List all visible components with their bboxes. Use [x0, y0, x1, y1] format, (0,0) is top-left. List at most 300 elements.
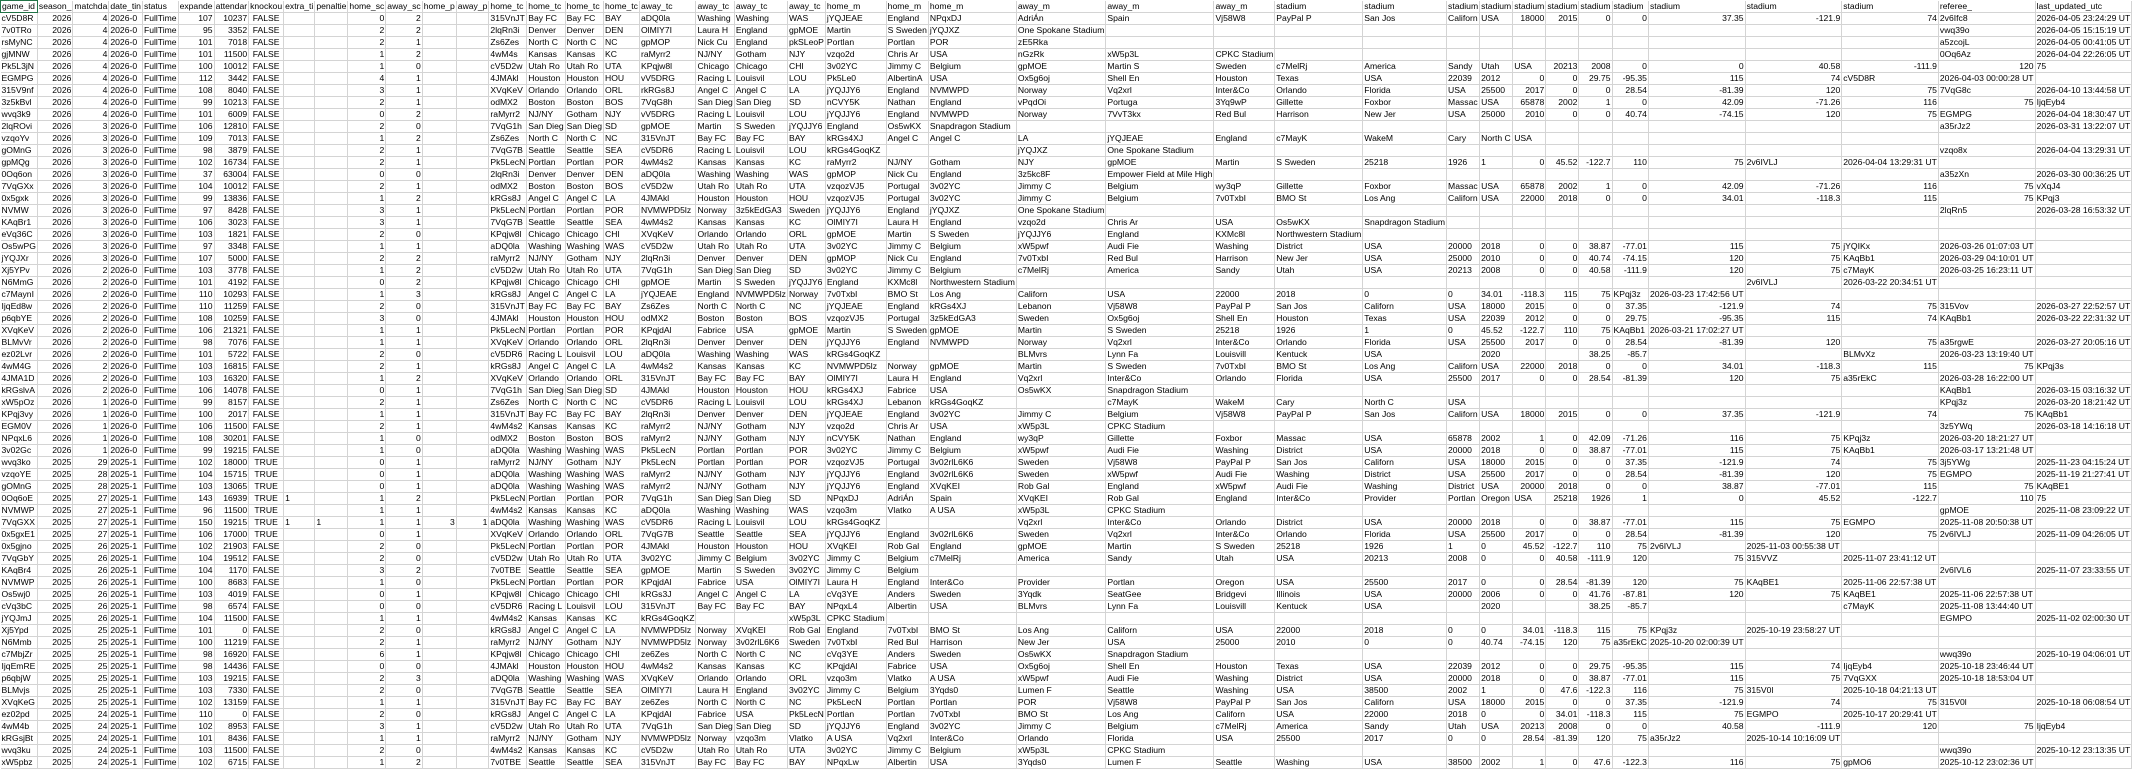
cell[interactable]: 28.54 — [1612, 529, 1648, 541]
cell[interactable]: jYQJJY6 — [825, 85, 886, 97]
cell[interactable]: FullTime — [143, 325, 177, 335]
cell[interactable] — [1513, 601, 1546, 613]
cell[interactable]: jYQJJY6 — [825, 469, 886, 481]
cell[interactable] — [456, 445, 489, 457]
cell[interactable]: 1 — [1447, 541, 1480, 553]
cell[interactable]: jYQJJY6 — [787, 121, 825, 133]
cell[interactable]: Portlan — [886, 709, 928, 721]
cell[interactable]: FALSE — [249, 637, 284, 649]
cell[interactable]: USA — [1214, 217, 1275, 229]
cell[interactable]: 7VqG1h — [639, 265, 696, 277]
cell[interactable]: 38.87 — [1579, 673, 1612, 685]
cell[interactable] — [284, 565, 315, 577]
cell[interactable] — [1612, 133, 1648, 145]
cell[interactable]: 7VqG1h — [639, 721, 696, 733]
cell[interactable] — [315, 241, 348, 253]
cell[interactable]: 18000 — [1480, 457, 1513, 469]
cell[interactable] — [1842, 25, 1939, 37]
cell[interactable]: Chicago — [527, 589, 565, 601]
cell[interactable]: odMX2 — [489, 97, 527, 109]
cell[interactable]: CPKC Stadium — [1106, 745, 1214, 757]
cell[interactable]: 25 — [73, 637, 109, 649]
cell[interactable] — [1745, 613, 1842, 625]
cell[interactable]: ORL — [787, 229, 825, 241]
cell[interactable] — [456, 13, 489, 25]
cell[interactable]: 8428 — [214, 205, 249, 217]
column-header[interactable]: stadium — [1514, 0, 1545, 11]
cell[interactable]: Florida — [1363, 529, 1447, 541]
cell[interactable]: NJ/NY — [527, 253, 565, 265]
cell[interactable]: 10012 — [214, 61, 249, 73]
cell[interactable]: 11500 — [214, 745, 249, 757]
cell[interactable]: EGM0V — [1, 421, 38, 433]
cell[interactable]: 1 — [386, 385, 422, 397]
cell[interactable]: 2025-11-07 23:41:12 UT — [1842, 553, 1939, 565]
cell[interactable] — [1447, 277, 1480, 289]
cell[interactable]: 2026 — [37, 421, 73, 433]
cell[interactable]: LOU — [787, 145, 825, 157]
cell[interactable] — [456, 277, 489, 289]
cell[interactable]: Utah Ro — [527, 61, 565, 73]
cell[interactable]: 4 — [73, 61, 109, 73]
cell[interactable]: USA — [1363, 349, 1447, 361]
cell[interactable]: FALSE — [249, 217, 284, 229]
cell[interactable]: Utah Ro — [696, 181, 734, 193]
cell[interactable]: Angel C — [527, 709, 565, 721]
cell[interactable]: Vq2xrl — [1016, 517, 1105, 529]
cell[interactable]: 107 — [178, 13, 214, 25]
cell[interactable]: 0 — [1447, 625, 1480, 637]
cell[interactable]: 2025-11-06 22:57:38 UT — [1842, 577, 1939, 589]
cell[interactable]: 7v0TRo — [1, 25, 38, 37]
cell[interactable]: 3v02rlL6K6 — [928, 529, 1016, 541]
cell[interactable] — [1546, 745, 1579, 757]
cell[interactable]: FullTime — [143, 217, 177, 227]
cell[interactable] — [1842, 217, 1939, 229]
cell[interactable]: LA — [604, 709, 640, 721]
cell[interactable] — [456, 361, 489, 373]
cell[interactable]: Sandy — [1214, 265, 1275, 277]
cell[interactable] — [315, 565, 348, 577]
cell[interactable]: Angel C — [734, 85, 787, 97]
cell[interactable]: ze6Zes — [639, 697, 696, 709]
cell[interactable] — [1016, 121, 1105, 133]
cell[interactable]: Houston — [1214, 661, 1275, 673]
cell[interactable] — [284, 397, 315, 409]
cell[interactable]: 75 — [1938, 481, 2035, 493]
cell[interactable]: 3v02YC — [825, 265, 886, 277]
cell[interactable]: 0 — [386, 553, 422, 565]
cell[interactable] — [1842, 505, 1939, 517]
cell[interactable]: Zs6Zes — [489, 37, 527, 49]
cell[interactable]: 2025 — [37, 589, 73, 601]
cell[interactable]: Inter&Co — [928, 733, 1016, 745]
cell[interactable]: Pk5LecN — [490, 205, 526, 215]
cell[interactable]: 120 — [1612, 577, 1648, 589]
cell[interactable]: 2lqRn3i — [639, 253, 696, 265]
cell[interactable] — [284, 697, 315, 709]
cell[interactable]: FullTime — [143, 37, 177, 47]
cell[interactable]: USA — [1447, 109, 1480, 121]
cell[interactable]: 2025-10-19 04:06:01 UT — [2036, 649, 2131, 659]
cell[interactable]: cVq3bC — [1, 601, 38, 613]
cell[interactable]: Lebanon — [1016, 301, 1105, 313]
cell[interactable]: FALSE — [249, 553, 284, 565]
cell[interactable]: FullTime — [143, 193, 177, 203]
cell[interactable]: a35rEkC — [1613, 637, 1647, 647]
cell[interactable] — [1480, 205, 1513, 217]
cell[interactable]: Sweden — [1016, 469, 1105, 481]
cell[interactable] — [928, 349, 1016, 361]
cell[interactable]: 2026 — [37, 253, 73, 265]
cell[interactable] — [1513, 277, 1546, 289]
cell[interactable] — [284, 373, 315, 385]
cell[interactable]: England — [886, 409, 928, 421]
cell[interactable]: 19512 — [214, 553, 249, 565]
cell[interactable]: 98 — [178, 649, 214, 661]
cell[interactable]: Californ — [1448, 409, 1478, 419]
cell[interactable]: Anders — [886, 649, 928, 661]
cell[interactable]: -71.26 — [1745, 181, 1842, 193]
cell[interactable]: 0 — [348, 109, 386, 121]
cell[interactable]: NJ/NY — [886, 157, 928, 169]
cell[interactable]: USA — [1214, 733, 1275, 745]
cell[interactable]: Os5wPG — [1, 241, 36, 251]
cell[interactable]: 1 — [348, 49, 386, 61]
cell[interactable] — [1546, 205, 1579, 217]
cell[interactable]: Racing L — [527, 349, 565, 361]
cell[interactable]: Houston — [1275, 313, 1363, 325]
cell[interactable]: gpMOE — [639, 121, 696, 133]
cell[interactable]: Os5wj0 — [1, 589, 38, 601]
cell[interactable]: 99 — [178, 445, 214, 457]
cell[interactable]: 0 — [386, 229, 422, 241]
cell[interactable]: Seattle — [527, 757, 565, 769]
cell[interactable]: 2026-0 — [109, 313, 143, 325]
cell[interactable]: HOU — [787, 193, 825, 205]
cell[interactable]: 1 — [386, 181, 422, 193]
cell[interactable]: cV5D2w — [639, 241, 696, 253]
cell[interactable]: LOU — [604, 601, 640, 613]
cell[interactable] — [315, 13, 348, 25]
cell[interactable]: 6574 — [214, 601, 249, 613]
cell[interactable]: FALSE — [249, 445, 284, 457]
cell[interactable]: District — [1275, 517, 1363, 529]
cell[interactable]: 28.54 — [1579, 373, 1612, 385]
cell[interactable] — [1513, 145, 1546, 157]
cell[interactable] — [284, 445, 315, 457]
cell[interactable]: 2 — [386, 133, 422, 145]
cell[interactable]: Orlando — [565, 529, 603, 541]
cell[interactable]: England — [825, 625, 886, 637]
cell[interactable]: 2026-0 — [109, 97, 143, 109]
cell[interactable] — [284, 685, 315, 697]
cell[interactable]: DEN — [604, 169, 640, 181]
cell[interactable]: Cary — [1447, 133, 1480, 145]
cell[interactable]: Gillette — [1106, 433, 1214, 445]
cell[interactable]: Washing — [565, 517, 603, 529]
cell[interactable]: 0 — [1480, 553, 1513, 565]
cell[interactable]: 4wM4s2 — [489, 505, 527, 517]
cell[interactable]: Belgium — [928, 745, 1016, 757]
column-header[interactable]: stadium — [1745, 1, 1842, 13]
cell[interactable]: FALSE — [249, 541, 284, 553]
cell[interactable] — [1842, 121, 1939, 133]
cell[interactable]: 38.87 — [1648, 481, 1745, 493]
cell[interactable]: Utah — [1275, 265, 1363, 277]
cell[interactable] — [284, 349, 315, 361]
cell[interactable]: 4wM4b — [1, 721, 38, 733]
cell[interactable]: 103 — [178, 673, 214, 685]
cell[interactable]: 0 — [1579, 409, 1612, 421]
cell[interactable]: 2025 — [37, 673, 73, 685]
cell[interactable] — [1745, 121, 1842, 133]
cell[interactable]: 1 — [73, 421, 109, 433]
cell[interactable] — [422, 733, 456, 745]
cell[interactable] — [1648, 37, 1745, 49]
cell[interactable]: Bay FC — [565, 409, 603, 421]
cell[interactable] — [422, 613, 456, 625]
cell[interactable]: KAqBE1 — [1842, 589, 1939, 601]
cell[interactable]: 75 — [1648, 157, 1745, 169]
cell[interactable]: kRGs4XJ — [825, 385, 886, 397]
cell[interactable] — [422, 433, 456, 445]
cell[interactable] — [422, 49, 456, 61]
cell[interactable]: 7VqGXX — [1, 517, 38, 529]
cell[interactable]: 1 — [386, 481, 422, 493]
cell[interactable] — [2035, 589, 2132, 601]
cell[interactable] — [456, 85, 489, 97]
cell[interactable]: Chicago — [527, 229, 565, 241]
cell[interactable]: Houston — [527, 313, 565, 325]
cell[interactable]: Laura H — [696, 685, 734, 697]
cell[interactable]: Chicago — [565, 649, 603, 661]
cell[interactable]: kRGs4GoqKZ — [640, 613, 695, 623]
cell[interactable] — [1938, 637, 2035, 649]
cell[interactable] — [1275, 421, 1363, 433]
cell[interactable] — [1579, 421, 1612, 433]
cell[interactable]: NVMWP — [1, 505, 38, 517]
cell[interactable] — [284, 109, 315, 121]
cell[interactable]: Norway — [886, 361, 928, 373]
cell[interactable]: raMyrr2 — [639, 433, 696, 445]
cell[interactable]: FALSE — [249, 289, 284, 301]
cell[interactable]: WAS — [787, 169, 825, 181]
cell[interactable]: NJY — [787, 421, 825, 433]
cell[interactable]: Houston — [734, 385, 787, 397]
cell[interactable]: 42.09 — [1579, 433, 1612, 445]
cell[interactable]: Chicago — [527, 277, 565, 289]
cell[interactable]: 0 — [1513, 517, 1546, 529]
cell[interactable]: Portlan — [734, 445, 787, 457]
cell[interactable]: 3v02YC — [928, 721, 1016, 733]
cell[interactable] — [1363, 229, 1447, 241]
cell[interactable] — [1447, 745, 1480, 757]
cell[interactable]: Californ — [1363, 301, 1447, 313]
cell[interactable] — [284, 601, 315, 613]
cell[interactable] — [1842, 229, 1939, 241]
cell[interactable]: Washing — [527, 241, 565, 253]
cell[interactable]: DEN — [787, 337, 825, 349]
cell[interactable]: Inter&Co — [1214, 529, 1275, 541]
cell[interactable]: North C — [527, 397, 565, 409]
cell[interactable]: 0 — [1579, 721, 1612, 733]
cell[interactable]: FullTime — [143, 577, 177, 587]
cell[interactable]: FullTime — [143, 601, 177, 611]
cell[interactable] — [886, 349, 928, 361]
cell[interactable]: wwq39o — [1938, 649, 2035, 661]
cell[interactable]: 115 — [1648, 445, 1745, 457]
cell[interactable]: District — [1275, 673, 1363, 685]
cell[interactable]: raMyrr2 — [639, 469, 696, 481]
cell[interactable]: 4wM4s2 — [639, 157, 696, 169]
cell[interactable]: 3348 — [214, 241, 249, 253]
cell[interactable]: S Sweden — [1106, 325, 1214, 337]
cell[interactable]: 3778 — [214, 265, 249, 277]
cell[interactable]: FullTime — [143, 157, 177, 167]
cell[interactable] — [422, 601, 456, 613]
cell[interactable] — [422, 697, 456, 709]
cell[interactable] — [1480, 121, 1513, 133]
cell[interactable]: England — [825, 121, 886, 133]
cell[interactable]: 2v6Ifc8 — [1938, 13, 2035, 25]
cell[interactable]: 2025 — [37, 709, 73, 721]
cell[interactable]: 2025 — [37, 661, 73, 673]
cell[interactable] — [456, 145, 489, 157]
cell[interactable]: 3023 — [214, 217, 249, 229]
cell[interactable]: 115 — [1648, 241, 1745, 253]
cell[interactable] — [1745, 349, 1842, 361]
cell[interactable] — [1275, 49, 1363, 61]
cell[interactable] — [1447, 613, 1480, 625]
cell[interactable]: 40.58 — [1579, 265, 1612, 277]
cell[interactable]: Jimmy C — [886, 745, 928, 757]
cell[interactable]: 47.6 — [1546, 685, 1579, 697]
cell[interactable]: 2026-04-04 13:29:31 UT — [2036, 145, 2131, 155]
cell[interactable]: KC — [604, 745, 640, 757]
cell[interactable] — [1745, 133, 1842, 145]
cell[interactable]: 2026 — [37, 37, 73, 49]
cell[interactable]: 120 — [1745, 337, 1842, 349]
cell[interactable]: 2026-0 — [109, 445, 143, 457]
cell[interactable]: gpMOE — [787, 25, 825, 37]
cell[interactable]: Kentuck — [1275, 601, 1363, 613]
cell[interactable]: c7MayK — [1275, 133, 1363, 145]
cell[interactable]: 75 — [1938, 361, 2035, 373]
cell[interactable]: Kansas — [696, 217, 734, 229]
cell[interactable] — [1842, 625, 1939, 637]
cell[interactable]: 3 — [348, 217, 386, 229]
cell[interactable]: 2025 — [37, 469, 73, 481]
cell[interactable] — [315, 709, 348, 721]
cell[interactable] — [1745, 325, 1842, 337]
cell[interactable]: Massac — [1275, 433, 1363, 445]
cell[interactable]: 7VqG7B — [489, 217, 527, 229]
cell[interactable]: 22000 — [1513, 361, 1546, 373]
cell[interactable]: 2026-0 — [109, 205, 143, 217]
cell[interactable] — [284, 613, 315, 625]
cell[interactable]: 7VqGXx — [1, 181, 38, 193]
cell[interactable] — [315, 601, 348, 613]
cell[interactable]: raMyrr2 — [825, 157, 886, 169]
cell[interactable]: 115 — [1546, 289, 1579, 301]
cell[interactable]: 0 — [1579, 313, 1612, 325]
cell[interactable]: Orlando — [1214, 517, 1275, 529]
cell[interactable]: Denver — [527, 169, 565, 181]
cell[interactable]: Red Bul — [1106, 253, 1214, 265]
cell[interactable]: 4 — [73, 85, 109, 97]
cell[interactable]: 7v0TBE — [489, 565, 527, 577]
cell[interactable] — [1579, 25, 1612, 37]
cell[interactable]: 0 — [1612, 481, 1648, 493]
cell[interactable]: Empower Field at Mile High — [1107, 169, 1213, 179]
cell[interactable]: 2 — [386, 25, 422, 37]
column-header[interactable]: stadium — [1448, 0, 1479, 11]
cell[interactable]: 2025-1 — [109, 685, 143, 697]
cell[interactable]: 2018 — [1480, 517, 1513, 529]
cell[interactable]: 120 — [1842, 721, 1939, 733]
cell[interactable]: 14078 — [214, 385, 249, 397]
cell[interactable]: 1 — [386, 337, 422, 349]
column-header[interactable]: stadium — [1481, 0, 1512, 11]
cell[interactable]: 2026 — [37, 445, 73, 457]
cell[interactable] — [1214, 277, 1275, 289]
cell[interactable]: FullTime — [143, 409, 177, 419]
cell[interactable]: Portugal — [886, 193, 928, 205]
cell[interactable]: Jimmy C — [886, 241, 928, 253]
cell[interactable]: FALSE — [249, 385, 284, 397]
cell[interactable]: 21903 — [214, 541, 249, 553]
cell[interactable]: USA — [1363, 253, 1447, 265]
cell[interactable]: 98 — [178, 601, 214, 613]
cell[interactable]: FullTime — [143, 685, 177, 695]
cell[interactable]: 2017 — [1480, 373, 1513, 385]
cell[interactable]: 4JMAkl — [489, 661, 527, 673]
cell[interactable]: Norway — [696, 733, 734, 745]
cell[interactable]: 25218 — [1275, 541, 1363, 553]
cell[interactable]: aDQ0la — [639, 505, 696, 517]
cell[interactable]: 0 — [386, 349, 422, 361]
cell[interactable]: 1 — [386, 217, 422, 229]
cell[interactable]: 1 — [1513, 433, 1546, 445]
cell[interactable]: FALSE — [249, 157, 284, 169]
cell[interactable]: 25 — [73, 625, 109, 637]
cell[interactable]: Portlan — [565, 577, 603, 589]
cell[interactable]: Bay FC — [565, 697, 603, 709]
cell[interactable]: FALSE — [249, 661, 284, 673]
cell[interactable] — [2035, 349, 2132, 361]
cell[interactable]: vzqo2d — [825, 49, 886, 61]
cell[interactable]: FALSE — [249, 25, 284, 37]
cell[interactable]: USA — [1447, 397, 1480, 409]
cell[interactable]: Audi Fie — [1106, 673, 1214, 685]
cell[interactable]: North C — [565, 397, 603, 409]
cell[interactable]: 2026-03-26 01:07:03 UT — [1939, 241, 2034, 251]
cell[interactable]: 3Yq9wP — [1214, 97, 1275, 109]
cell[interactable]: 3 — [73, 217, 109, 229]
cell[interactable]: Norway — [696, 205, 734, 217]
cell[interactable] — [1275, 745, 1363, 757]
cell[interactable] — [1513, 49, 1546, 61]
cell[interactable]: 8683 — [214, 577, 249, 589]
cell[interactable]: 2026-0 — [109, 193, 143, 205]
cell[interactable]: BAY — [787, 373, 825, 385]
cell[interactable]: 2 — [73, 325, 109, 337]
cell[interactable]: POR — [928, 37, 1016, 49]
cell[interactable]: Seattle — [565, 685, 603, 697]
cell[interactable]: 2026 — [37, 145, 73, 157]
cell[interactable]: 22000 — [1513, 193, 1546, 205]
